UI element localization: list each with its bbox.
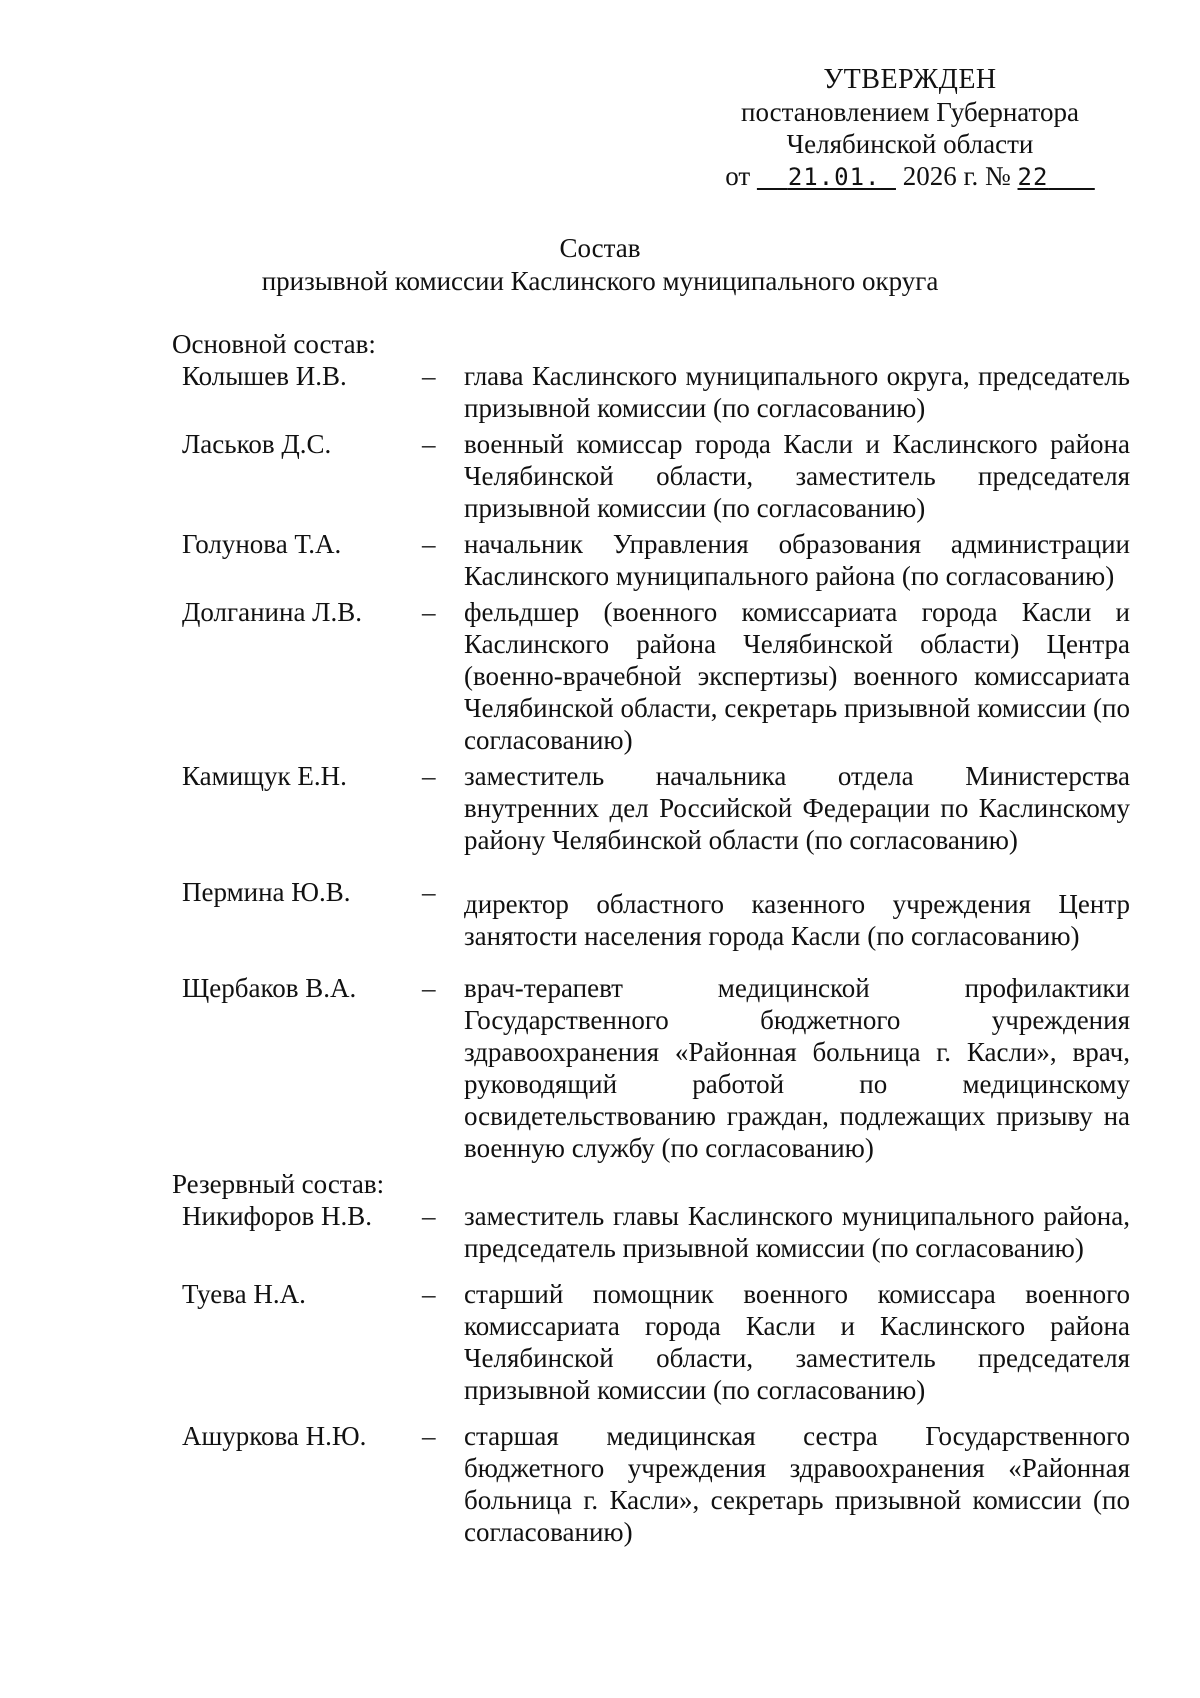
member-row — [172, 360, 1132, 424]
member-row — [172, 876, 1132, 952]
member-name: Пермина Ю.В. — [182, 877, 351, 907]
member-name: Ласьков Д.С. — [182, 429, 332, 459]
member-name: Щербаков В.А. — [182, 973, 357, 1003]
member-dash: – — [422, 1279, 436, 1309]
member-role: заместитель начальника отдела Министерства внутренних дел Российской Федерации по Каслинскому району Челябинской области (по согласованию) — [464, 761, 1130, 855]
member-role: старшая медицинская сестра Государственного бюджетного учреждения здравоохранения «Районная больница г. Касли», секретарь призывной комиссии (по согласованию) — [464, 1421, 1130, 1547]
member-dash: – — [422, 429, 436, 459]
member-role: военный комиссар города Касли и Каслинского района Челябинской области, заместитель председателя призывной комиссии (по согласованию) — [464, 429, 1130, 523]
approval-date: 21.01. — [787, 163, 881, 191]
commission-list — [172, 328, 1132, 1548]
member-row — [172, 1420, 1132, 1548]
heading-title: Состав — [559, 233, 641, 263]
main-group-title: Основной состав: — [172, 329, 376, 359]
member-role: фельдшер (военного комиссариата города Касли и Каслинского района Челябинской области) Центра (военно-врачебной экспертизы) военного комиссариата Челябинской области, секретарь призывной комиссии (по согласованию) — [464, 597, 1130, 755]
member-role: заместитель главы Каслинского муниципального района, председатель призывной комиссии (по согласованию) — [464, 1201, 1130, 1263]
approval-stamp — [700, 64, 1120, 193]
member-row — [172, 528, 1132, 592]
member-row — [172, 1200, 1132, 1264]
approval-number: 22 — [1017, 163, 1049, 191]
member-dash: – — [422, 973, 436, 1003]
member-dash: – — [422, 1201, 436, 1231]
date-prefix: от — [725, 161, 751, 191]
reserve-group-title: Резервный состав: — [172, 1169, 385, 1199]
member-name: Никифоров Н.В. — [182, 1201, 373, 1231]
member-dash: – — [422, 761, 436, 791]
member-dash: – — [422, 529, 436, 559]
member-role: старший помощник военного комиссара военного комиссариата города Касли и Каслинского района Челябинской области, заместитель председателя призывной комиссии (по согласованию) — [464, 1279, 1130, 1405]
member-role: начальник Управления образования администрации Каслинского муниципального района (по согласованию) — [464, 529, 1130, 591]
approval-date-line — [700, 160, 1120, 193]
member-name: Голунова Т.А. — [182, 529, 342, 559]
member-row — [172, 972, 1132, 1164]
member-dash: – — [422, 361, 436, 391]
member-name: Долганина Л.В. — [182, 597, 362, 627]
member-name: Колышев И.В. — [182, 361, 347, 391]
member-name: Ашуркова Н.Ю. — [182, 1421, 367, 1451]
approval-line-1: постановлением Губернатора — [741, 97, 1079, 127]
heading-subtitle: призывной комиссии Каслинского муниципального округа — [261, 266, 939, 296]
member-row — [172, 1278, 1132, 1406]
member-row — [172, 760, 1132, 856]
member-dash: – — [422, 877, 436, 907]
member-role: директор областного казенного учреждения Центр занятости населения города Касли (по согласованию) — [464, 889, 1130, 951]
member-row — [172, 596, 1132, 756]
member-row — [172, 428, 1132, 524]
member-role: врач-терапевт медицинской профилактики Государственного бюджетного учреждения здравоохранения «Районная больница г. Касли», врач, руководящий работой по медицинскому освидетельствованию граждан, подлежащих призыву на военную службу (по согласованию) — [464, 973, 1130, 1163]
member-name: Камищук Е.Н. — [182, 761, 347, 791]
approval-year: 2026 г. № — [902, 161, 1011, 191]
member-dash: – — [422, 1421, 436, 1451]
member-role: глава Каслинского муниципального округа, председатель призывной комиссии (по согласованию) — [464, 361, 1130, 423]
member-name: Туева Н.А. — [182, 1279, 306, 1309]
member-dash: – — [422, 597, 436, 627]
document-heading — [0, 232, 1200, 298]
approval-title: УТВЕРЖДЕН — [823, 64, 997, 95]
approval-line-2: Челябинской области — [786, 129, 1034, 159]
